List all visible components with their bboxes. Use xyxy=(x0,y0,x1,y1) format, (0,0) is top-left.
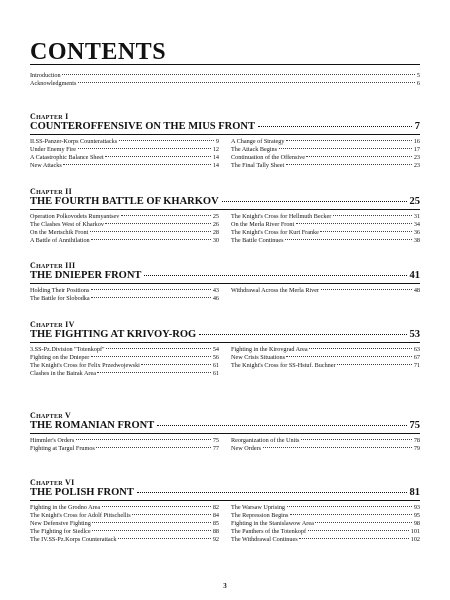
entry-title: Under Enemy Fire xyxy=(30,146,77,153)
toc-entry[interactable] xyxy=(231,520,420,528)
dot-leader xyxy=(199,334,406,335)
entry-title: Himmler's Orders xyxy=(30,437,75,444)
dot-leader xyxy=(287,506,413,507)
entry-page: 75 xyxy=(212,437,219,444)
entry-title: II.SS-Panzer-Korps Counterattacks xyxy=(30,138,118,145)
entry-title: The Knight's Cross for SS-Hstuf. Buchner xyxy=(231,362,336,369)
dot-leader xyxy=(78,148,212,149)
dot-leader xyxy=(121,215,211,216)
toc-entry[interactable] xyxy=(30,536,219,544)
dot-leader xyxy=(279,148,413,149)
toc-entry[interactable] xyxy=(30,362,219,370)
entry-title: The Repression Begins xyxy=(231,512,289,519)
toc-entry-acknowledgments[interactable] xyxy=(30,80,420,88)
dot-leader xyxy=(97,372,211,373)
toc-entry[interactable] xyxy=(30,146,219,154)
dot-leader xyxy=(78,82,416,83)
entry-page: 5 xyxy=(416,72,420,79)
entry-page: 31 xyxy=(413,213,420,220)
entry-page: 88 xyxy=(212,528,219,535)
entry-title: A Catastrophic Balance Sheet xyxy=(30,154,104,161)
entry-title: Fighting at Targul Frumos xyxy=(30,445,95,452)
toc-entry[interactable] xyxy=(30,229,219,237)
chapter-1 xyxy=(30,112,420,170)
chapter-label: Chapter V xyxy=(30,411,72,420)
dot-leader xyxy=(286,140,412,141)
chapter-label: Chapter I xyxy=(30,112,69,121)
entry-title: A Battle of Annihilation xyxy=(30,237,90,244)
dot-leader xyxy=(92,522,211,523)
chapter-3 xyxy=(30,261,420,303)
toc-entry-introduction[interactable] xyxy=(30,72,420,80)
entry-title: The Knight's Cross for Adolf Pittschellis xyxy=(30,512,131,519)
toc-entry[interactable] xyxy=(30,237,219,245)
toc-entry[interactable] xyxy=(30,287,219,295)
dot-leader xyxy=(321,289,413,290)
chapter-title: THE FOURTH BATTLE OF KHARKOV xyxy=(30,196,219,207)
entry-page: 26 xyxy=(212,221,219,228)
chapter-title: THE DNIEPER FRONT xyxy=(30,270,142,281)
entries-left xyxy=(30,287,219,303)
dot-leader xyxy=(306,156,412,157)
chapter-rule xyxy=(30,433,420,434)
toc-entry[interactable] xyxy=(30,354,219,362)
entry-page: 77 xyxy=(212,445,219,452)
entries-left xyxy=(30,213,219,245)
entry-title: The Knight's Cross for Kurt Franke xyxy=(231,229,319,236)
entry-page: 23 xyxy=(413,162,420,169)
toc-entry[interactable] xyxy=(30,138,219,146)
toc-entry[interactable] xyxy=(231,162,420,170)
toc-entry[interactable] xyxy=(30,512,219,520)
chapter-title: THE POLISH FRONT xyxy=(30,487,134,498)
toc-entry[interactable] xyxy=(30,295,219,303)
dot-leader xyxy=(90,231,212,232)
entry-page: 43 xyxy=(212,287,219,294)
chapter-label: Chapter IV xyxy=(30,320,75,329)
dot-leader xyxy=(96,447,211,448)
toc-entry[interactable] xyxy=(231,287,420,295)
chapter-rule xyxy=(30,134,420,135)
entry-page: 79 xyxy=(413,445,420,452)
dot-leader xyxy=(91,239,211,240)
chapter-title-row[interactable] xyxy=(30,121,420,133)
entry-page: 61 xyxy=(212,362,219,369)
entry-page: 102 xyxy=(410,536,420,543)
entry-title: The IV.SS-Pz.Korps Counterattack xyxy=(30,536,117,543)
entry-title: The Attack Begins xyxy=(231,146,278,153)
page-number: 3 xyxy=(223,582,227,590)
toc-entry[interactable] xyxy=(30,520,219,528)
entry-page: 61 xyxy=(212,370,219,377)
page-title: CONTENTS xyxy=(30,39,167,65)
entry-page: 56 xyxy=(212,354,219,361)
dot-leader xyxy=(132,514,211,515)
dot-leader xyxy=(91,297,211,298)
entry-page: 67 xyxy=(413,354,420,361)
entry-title: 3.SS-Pz.Division "Totenkopf" xyxy=(30,346,105,353)
entry-page: 17 xyxy=(413,146,420,153)
entry-title: Clashes in the Bairak Area xyxy=(30,370,96,377)
entry-page: 30 xyxy=(212,237,219,244)
dot-leader xyxy=(285,239,412,240)
entry-title: Fighting in the Grodno Area xyxy=(30,504,101,511)
chapter-title: THE ROMANIAN FRONT xyxy=(30,420,155,431)
toc-entry[interactable] xyxy=(231,512,420,520)
toc-entry[interactable] xyxy=(231,237,420,245)
entry-title: Holding Their Positions xyxy=(30,287,90,294)
chapter-title-row[interactable] xyxy=(30,487,420,499)
dot-leader xyxy=(320,231,412,232)
entry-title: On the Merla River Front xyxy=(231,221,295,228)
entries-right xyxy=(231,213,420,245)
dot-leader xyxy=(258,126,412,127)
dot-leader xyxy=(308,530,410,531)
chapter-page: 7 xyxy=(414,121,420,132)
dot-leader xyxy=(309,348,412,349)
entry-page: 82 xyxy=(212,504,219,511)
dot-leader xyxy=(315,522,412,523)
entry-title: Operation Polkovodets Rumyantsev xyxy=(30,213,120,220)
entry-page: 92 xyxy=(212,536,219,543)
chapter-page: 75 xyxy=(409,420,420,431)
entry-page: 85 xyxy=(212,520,219,527)
toc-entry[interactable] xyxy=(30,528,219,536)
entry-title: The Battle for Slobodka xyxy=(30,295,90,302)
entry-page: 54 xyxy=(212,346,219,353)
dot-leader xyxy=(301,439,412,440)
entry-page: 98 xyxy=(413,520,420,527)
toc-entry[interactable] xyxy=(30,445,219,453)
dot-leader xyxy=(76,439,212,440)
chapter-title-row[interactable] xyxy=(30,420,420,432)
dot-leader xyxy=(296,223,413,224)
chapter-page: 53 xyxy=(409,329,420,340)
dot-leader xyxy=(119,140,215,141)
toc-entry[interactable] xyxy=(231,504,420,512)
toc-entry[interactable] xyxy=(30,437,219,445)
toc-entry[interactable] xyxy=(231,362,420,370)
toc-entry[interactable] xyxy=(30,162,219,170)
entry-page: 48 xyxy=(413,287,420,294)
toc-entry[interactable] xyxy=(30,370,219,378)
chapter-5 xyxy=(30,411,420,453)
entry-page: 12 xyxy=(212,146,219,153)
dot-leader xyxy=(105,156,211,157)
entry-page: 71 xyxy=(413,362,420,369)
dot-leader xyxy=(337,364,412,365)
entry-title: Acknowledgments xyxy=(30,80,77,87)
toc-entry[interactable] xyxy=(231,213,420,221)
toc-entry[interactable] xyxy=(231,221,420,229)
entry-title: The Withdrawal Continues xyxy=(231,536,298,543)
dot-leader xyxy=(333,215,413,216)
entries-left xyxy=(30,437,219,453)
entry-title: The Clashes West of Kharkov xyxy=(30,221,104,228)
entry-page: 23 xyxy=(413,154,420,161)
toc-entry[interactable] xyxy=(30,154,219,162)
toc-entry[interactable] xyxy=(30,213,219,221)
entry-title: New Defensive Fighting xyxy=(30,520,91,527)
toc-entry[interactable] xyxy=(231,445,420,453)
chapter-page: 41 xyxy=(409,270,420,281)
chapter-title-row[interactable] xyxy=(30,270,420,282)
entry-page: 16 xyxy=(413,138,420,145)
dot-leader xyxy=(91,289,211,290)
entry-title: The Warsaw Uprising xyxy=(231,504,286,511)
entry-page: 9 xyxy=(215,138,219,145)
entry-title: Fighting on the Dnieper xyxy=(30,354,90,361)
toc-entry[interactable] xyxy=(231,138,420,146)
dot-leader xyxy=(299,538,409,539)
dot-leader xyxy=(63,164,211,165)
dot-leader xyxy=(290,514,412,515)
entry-title: The Panthers of the Totenkopf xyxy=(231,528,307,535)
toc-entry[interactable] xyxy=(231,146,420,154)
entry-title: The Fighting for Siedlce xyxy=(30,528,91,535)
entry-title: The Knight's Cross for Hellmuth Becker xyxy=(231,213,332,220)
entry-title: Introduction xyxy=(30,72,61,79)
dot-leader xyxy=(106,348,211,349)
dot-leader xyxy=(263,447,413,448)
entry-page: 101 xyxy=(410,528,420,535)
toc-entry[interactable] xyxy=(30,504,219,512)
toc-entry[interactable] xyxy=(30,346,219,354)
toc-entry[interactable] xyxy=(231,437,420,445)
entry-title: The Battle Continues xyxy=(231,237,284,244)
entries-left xyxy=(30,504,219,544)
entry-page: 38 xyxy=(413,237,420,244)
chapter-rule xyxy=(30,500,420,501)
chapter-title: COUNTEROFFENSIVE ON THE MIUS FRONT xyxy=(30,121,256,132)
entry-title: The Knight's Cross for Felix Przedwojewski xyxy=(30,362,140,369)
entries-right xyxy=(231,138,420,170)
entry-title: The Final Tally Sheet xyxy=(231,162,285,169)
title-rule xyxy=(30,64,420,65)
entries-right xyxy=(231,504,420,544)
dot-leader xyxy=(102,506,212,507)
entries-right xyxy=(231,437,420,453)
chapter-page: 81 xyxy=(409,487,420,498)
entry-title: A Change of Strategy xyxy=(231,138,285,145)
entry-title: Fighting in the Kirovgrad Area xyxy=(231,346,308,353)
entry-page: 95 xyxy=(413,512,420,519)
dot-leader xyxy=(118,538,211,539)
toc-entry[interactable] xyxy=(231,154,420,162)
entry-page: 36 xyxy=(413,229,420,236)
entries-right xyxy=(231,287,420,303)
dot-leader xyxy=(157,425,406,426)
chapter-label: Chapter III xyxy=(30,261,76,270)
chapter-title: THE FIGHTING AT KRIVOY-ROG xyxy=(30,329,197,340)
entry-page: 34 xyxy=(413,221,420,228)
entry-title: Reorganization of the Units xyxy=(231,437,300,444)
entry-title: On the Mertschik Front xyxy=(30,229,89,236)
chapter-rule xyxy=(30,342,420,343)
chapter-6 xyxy=(30,478,420,544)
dot-leader xyxy=(144,275,406,276)
entry-page: 63 xyxy=(413,346,420,353)
entries-right xyxy=(231,346,420,378)
chapter-rule xyxy=(30,209,420,210)
entry-page: 14 xyxy=(212,154,219,161)
entries-left xyxy=(30,346,219,378)
chapter-page: 25 xyxy=(409,196,420,207)
entry-title: New Crisis Situations xyxy=(231,354,285,361)
dot-leader xyxy=(286,356,412,357)
chapter-title-row[interactable] xyxy=(30,196,420,208)
entry-page: 6 xyxy=(416,80,420,87)
chapter-label: Chapter VI xyxy=(30,478,75,487)
dot-leader xyxy=(286,164,413,165)
entry-title: Continuation of the Offensive xyxy=(231,154,305,161)
dot-leader xyxy=(92,530,211,531)
dot-leader xyxy=(62,74,415,75)
intro-entries xyxy=(30,72,420,88)
entries-left xyxy=(30,138,219,170)
entry-page: 93 xyxy=(413,504,420,511)
entry-page: 25 xyxy=(212,213,219,220)
dot-leader xyxy=(137,492,407,493)
toc-entry[interactable] xyxy=(231,229,420,237)
toc-entry[interactable] xyxy=(231,354,420,362)
entry-title: Withdrawal Across the Merla River xyxy=(231,287,320,294)
chapter-label: Chapter II xyxy=(30,187,73,196)
entry-page: 14 xyxy=(212,162,219,169)
toc-entry[interactable] xyxy=(30,221,219,229)
dot-leader xyxy=(105,223,211,224)
entry-page: 28 xyxy=(212,229,219,236)
dot-leader xyxy=(222,201,407,202)
dot-leader xyxy=(141,364,211,365)
entry-page: 84 xyxy=(212,512,219,519)
entry-page: 46 xyxy=(212,295,219,302)
entry-page: 78 xyxy=(413,437,420,444)
chapter-title-row[interactable] xyxy=(30,329,420,341)
chapter-rule xyxy=(30,283,420,284)
toc-entry[interactable] xyxy=(231,346,420,354)
entry-title: New Orders xyxy=(231,445,262,452)
entry-title: Fighting in the Stanislawow Area xyxy=(231,520,314,527)
chapter-4 xyxy=(30,320,420,378)
toc-entry[interactable] xyxy=(231,528,420,536)
entry-title: New Attacks xyxy=(30,162,62,169)
chapter-2 xyxy=(30,187,420,245)
toc-entry[interactable] xyxy=(231,536,420,544)
dot-leader xyxy=(91,356,212,357)
